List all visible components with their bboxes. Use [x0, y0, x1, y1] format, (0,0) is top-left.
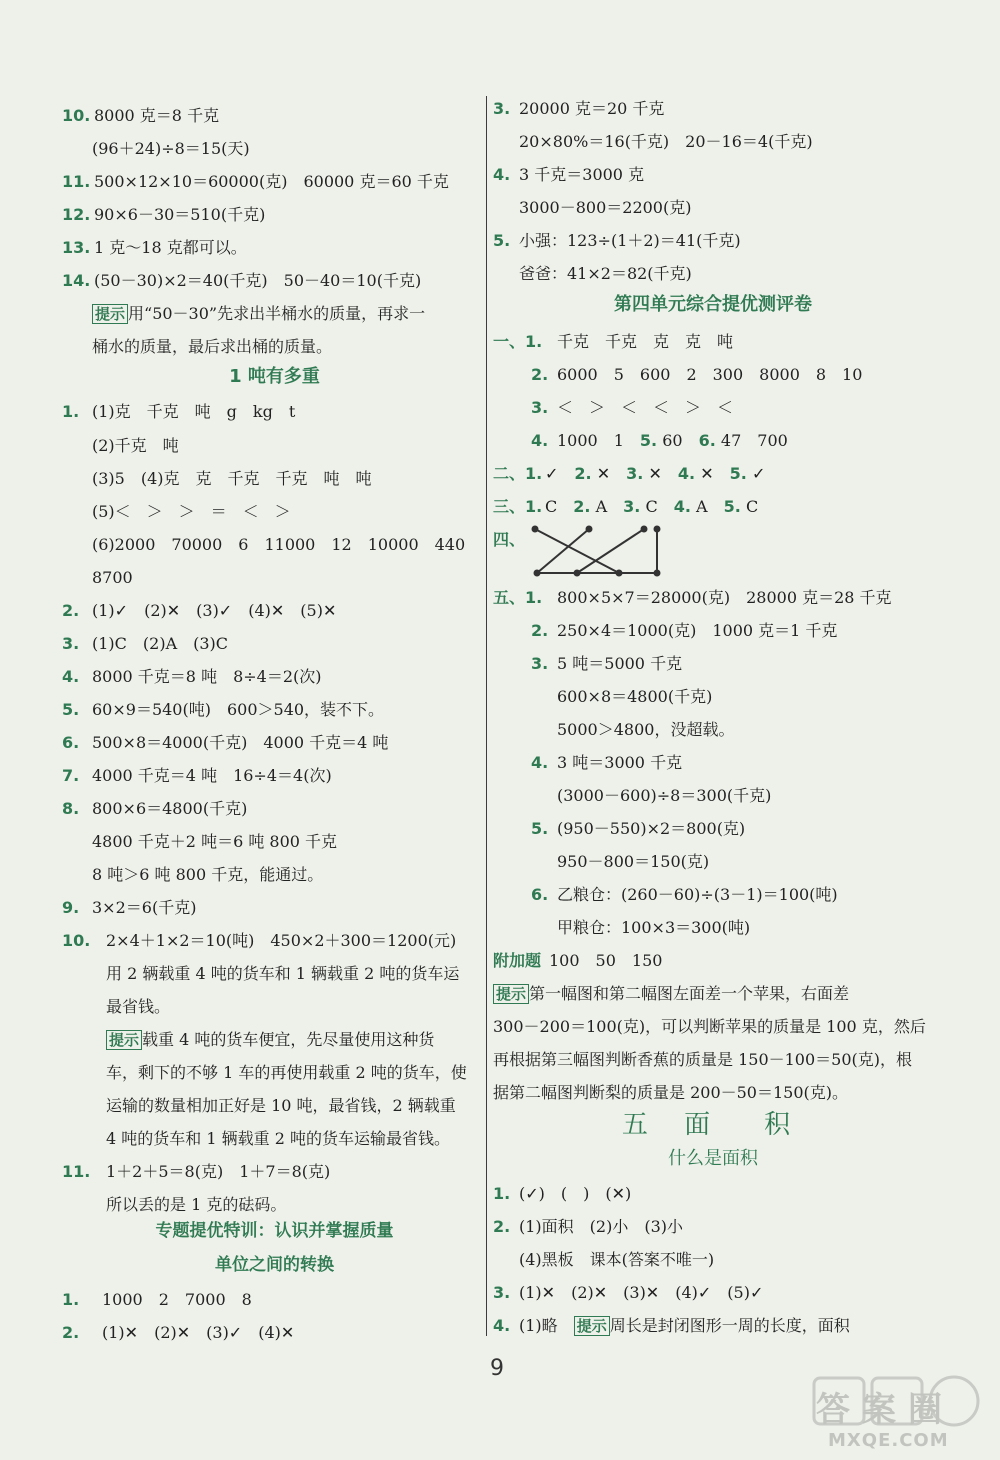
section-heading: 1 吨有多重 — [229, 366, 320, 387]
answer-line: 1. (✓) ( ) (✕) — [493, 1184, 632, 1203]
match-dot — [575, 571, 580, 576]
answer-line: 1. 1000 2 7000 8 — [62, 1290, 252, 1309]
answer-line: 11. 500×12×10＝60000(克) 60000 克＝60 千克 — [62, 172, 449, 191]
match-dot — [642, 527, 647, 532]
answer-line: (4)黑板 课本(答案不唯一) — [519, 1250, 715, 1269]
answer-line: 五、1. 800×5×7＝28000(克) 28000 克＝28 千克 — [493, 588, 892, 607]
match-dot — [617, 571, 622, 576]
matching-lines-diagram — [529, 523, 664, 583]
answer-line: 2. 6000 5 600 2 300 8000 8 10 — [531, 365, 863, 384]
answer-line: 7. 4000 千克＝4 吨 16÷4＝4(次) — [62, 766, 332, 785]
answer-line: 8 吨＞6 吨 800 千克，能通过。 — [92, 865, 324, 884]
answer-line: (2)千克 吨 — [92, 436, 179, 455]
hint-line: 再根据第三幅图判断香蕉的质量是 150－100＝50(克)，根 — [493, 1050, 913, 1069]
answer-line: 1. (1)克 千克 吨 g kg t — [62, 402, 296, 421]
hint-label: 提示 — [574, 1316, 610, 1336]
match-dot — [535, 571, 540, 576]
answer-line: 4. 1000 1 5. 60 6. 47 700 — [531, 431, 788, 450]
hint-label: 提示 — [493, 984, 529, 1004]
answer-line: 20×80%＝16(千克) 20－16＝4(千克) — [519, 132, 813, 151]
answer-line: 5. 小强：123÷(1＋2)＝41(千克) — [493, 231, 741, 250]
answer-line: (6)2000 70000 6 11000 12 10000 440 — [92, 535, 466, 554]
match-line — [537, 529, 589, 573]
answer-line: 12. 90×6－30＝510(千克) — [62, 205, 266, 224]
answer-line: 甲粮仓：100×3＝300(吨) — [557, 918, 751, 937]
match-line — [577, 529, 644, 573]
answer-line: 2. (1)面积 (2)小 (3)小 — [493, 1217, 683, 1236]
answer-line: 3000－800＝2200(克) — [519, 198, 692, 217]
answer-line: 13. 1 克～18 克都可以。 — [62, 238, 247, 257]
hint-line: 提示 载重 4 吨的货车便宜，先尽量使用这种货 — [106, 1029, 434, 1051]
answer-line: 二、1. ✓ 2. ✕ 3. ✕ 4. ✕ 5. ✓ — [493, 464, 766, 483]
answer-line: 2. (1)✕ (2)✕ (3)✓ (4)✕ — [62, 1323, 295, 1342]
answer-line: 8. 800×6＝4800(千克) — [62, 799, 248, 818]
answer-line: (96＋24)÷8＝15(天) — [92, 139, 250, 158]
match-dot — [587, 527, 592, 532]
answer-line: 3. (1)✕ (2)✕ (3)✕ (4)✓ (5)✓ — [493, 1283, 764, 1302]
section-heading: 第四单元综合提优测评卷 — [614, 294, 812, 315]
section-heading: 单位之间的转换 — [215, 1255, 334, 1275]
chapter-heading: 五 面 积 — [621, 1110, 805, 1140]
answer-line: 三、1. C 2. A 3. C 4. A 5. C — [493, 497, 759, 516]
answer-line: 6. 500×8＝4000(千克) 4000 千克＝4 吨 — [62, 733, 389, 752]
answer-line: 14. (50－30)×2＝40(千克) 50－40＝10(千克) — [62, 271, 422, 290]
answer-line: 10. 2×4＋1×2＝10(吨) 450×2＋300＝1200(元) — [62, 931, 457, 950]
watermark-logo — [806, 1370, 992, 1452]
hint-line: 据第二幅图判断梨的质量是 200－50＝150(克)。 — [493, 1083, 849, 1102]
watermark-text: 答案圈 — [816, 1390, 954, 1430]
answer-line: 11. 1＋2＋5＝8(克) 1＋7＝8(克) — [62, 1162, 331, 1181]
match-dot — [533, 527, 538, 532]
hint-line: 4 吨的货车和 1 辆载重 2 吨的货车运输最省钱。 — [106, 1129, 450, 1148]
answer-line: 4. 8000 千克＝8 吨 8÷4＝2(次) — [62, 667, 322, 686]
answer-line: 8700 — [92, 568, 133, 587]
hint-label: 提示 — [106, 1030, 142, 1050]
answer-line: 9. 3×2＝6(千克) — [62, 898, 197, 917]
answer-line: 5000＞4800，没超载。 — [557, 720, 735, 739]
section-heading: 专题提优特训：认识并掌握质量 — [155, 1221, 394, 1241]
answer-line: 四、 — [493, 530, 526, 549]
answer-line: 4. (1)略 提示 周长是封闭图形一周的长度，面积 — [493, 1316, 850, 1335]
answer-line: 2. 250×4＝1000(克) 1000 克＝1 千克 — [531, 621, 838, 640]
answer-line: 所以丢的是 1 克的砝码。 — [106, 1195, 287, 1214]
answer-line: 6. 乙粮仓：(260－60)÷(3－1)＝100(吨) — [531, 885, 838, 904]
answer-line: 4. 3 千克＝3000 克 — [493, 165, 645, 184]
watermark-url: MXQE.COM — [828, 1430, 949, 1451]
answer-line: (5)＜ ＞ ＞ ＝ ＜ ＞ — [92, 502, 291, 521]
answer-line: 最省钱。 — [106, 997, 171, 1016]
answer-line: 一、1. 千克 千克 克 克 吨 — [493, 332, 734, 351]
match-dot — [655, 571, 660, 576]
hint-line: 提示 用“50－30”先求出半桶水的质量，再求一 — [92, 303, 425, 325]
answer-line: 附加题 100 50 150 — [493, 951, 663, 970]
hint-line: 300－200＝100(克)，可以判断苹果的质量是 100 克，然后 — [493, 1017, 926, 1036]
answer-line: (3)5 (4)克 克 千克 千克 吨 吨 — [92, 469, 372, 488]
column-divider — [486, 96, 487, 1336]
answer-line: 5. (950－550)×2＝800(克) — [531, 819, 746, 838]
hint-line: 运输的数量相加正好是 10 吨，最省钱，2 辆载重 — [106, 1096, 456, 1115]
answer-line: 10. 8000 克＝8 千克 — [62, 106, 220, 125]
answer-line: 2. (1)✓ (2)✕ (3)✓ (4)✕ (5)✕ — [62, 601, 337, 620]
hint-line: 桶水的质量，最后求出桶的质量。 — [92, 337, 333, 356]
answer-line: 950－800＝150(克) — [557, 852, 710, 871]
answer-line: 3. ＜ ＞ ＜ ＜ ＞ ＜ — [531, 398, 734, 417]
section-heading: 什么是面积 — [668, 1148, 758, 1169]
hint-label: 提示 — [92, 304, 128, 324]
hint-line: 提示 第一幅图和第二幅图左面差一个苹果，右面差 — [493, 983, 849, 1005]
answer-line: 3. (1)C (2)A (3)C — [62, 634, 229, 653]
match-dot — [655, 527, 660, 532]
answer-line: 3. 5 吨＝5000 千克 — [531, 654, 683, 673]
answer-line: (3000－600)÷8＝300(千克) — [557, 786, 772, 805]
answer-line: 用 2 辆载重 4 吨的货车和 1 辆载重 2 吨的货车运 — [106, 964, 460, 983]
page-number: 9 — [490, 1356, 504, 1381]
answer-line: 600×8＝4800(千克) — [557, 687, 713, 706]
hint-line: 车，剩下的不够 1 车的再使用载重 2 吨的货车，使 — [106, 1063, 467, 1082]
answer-line: 3. 20000 克＝20 千克 — [493, 99, 665, 118]
answer-line: 5. 60×9＝540(吨) 600＞540，装不下。 — [62, 700, 385, 719]
answer-line: 4800 千克＋2 吨＝6 吨 800 千克 — [92, 832, 338, 851]
answer-line: 4. 3 吨＝3000 千克 — [531, 753, 683, 772]
answer-line: 爸爸：41×2＝82(千克) — [519, 264, 692, 283]
match-line — [535, 529, 619, 573]
